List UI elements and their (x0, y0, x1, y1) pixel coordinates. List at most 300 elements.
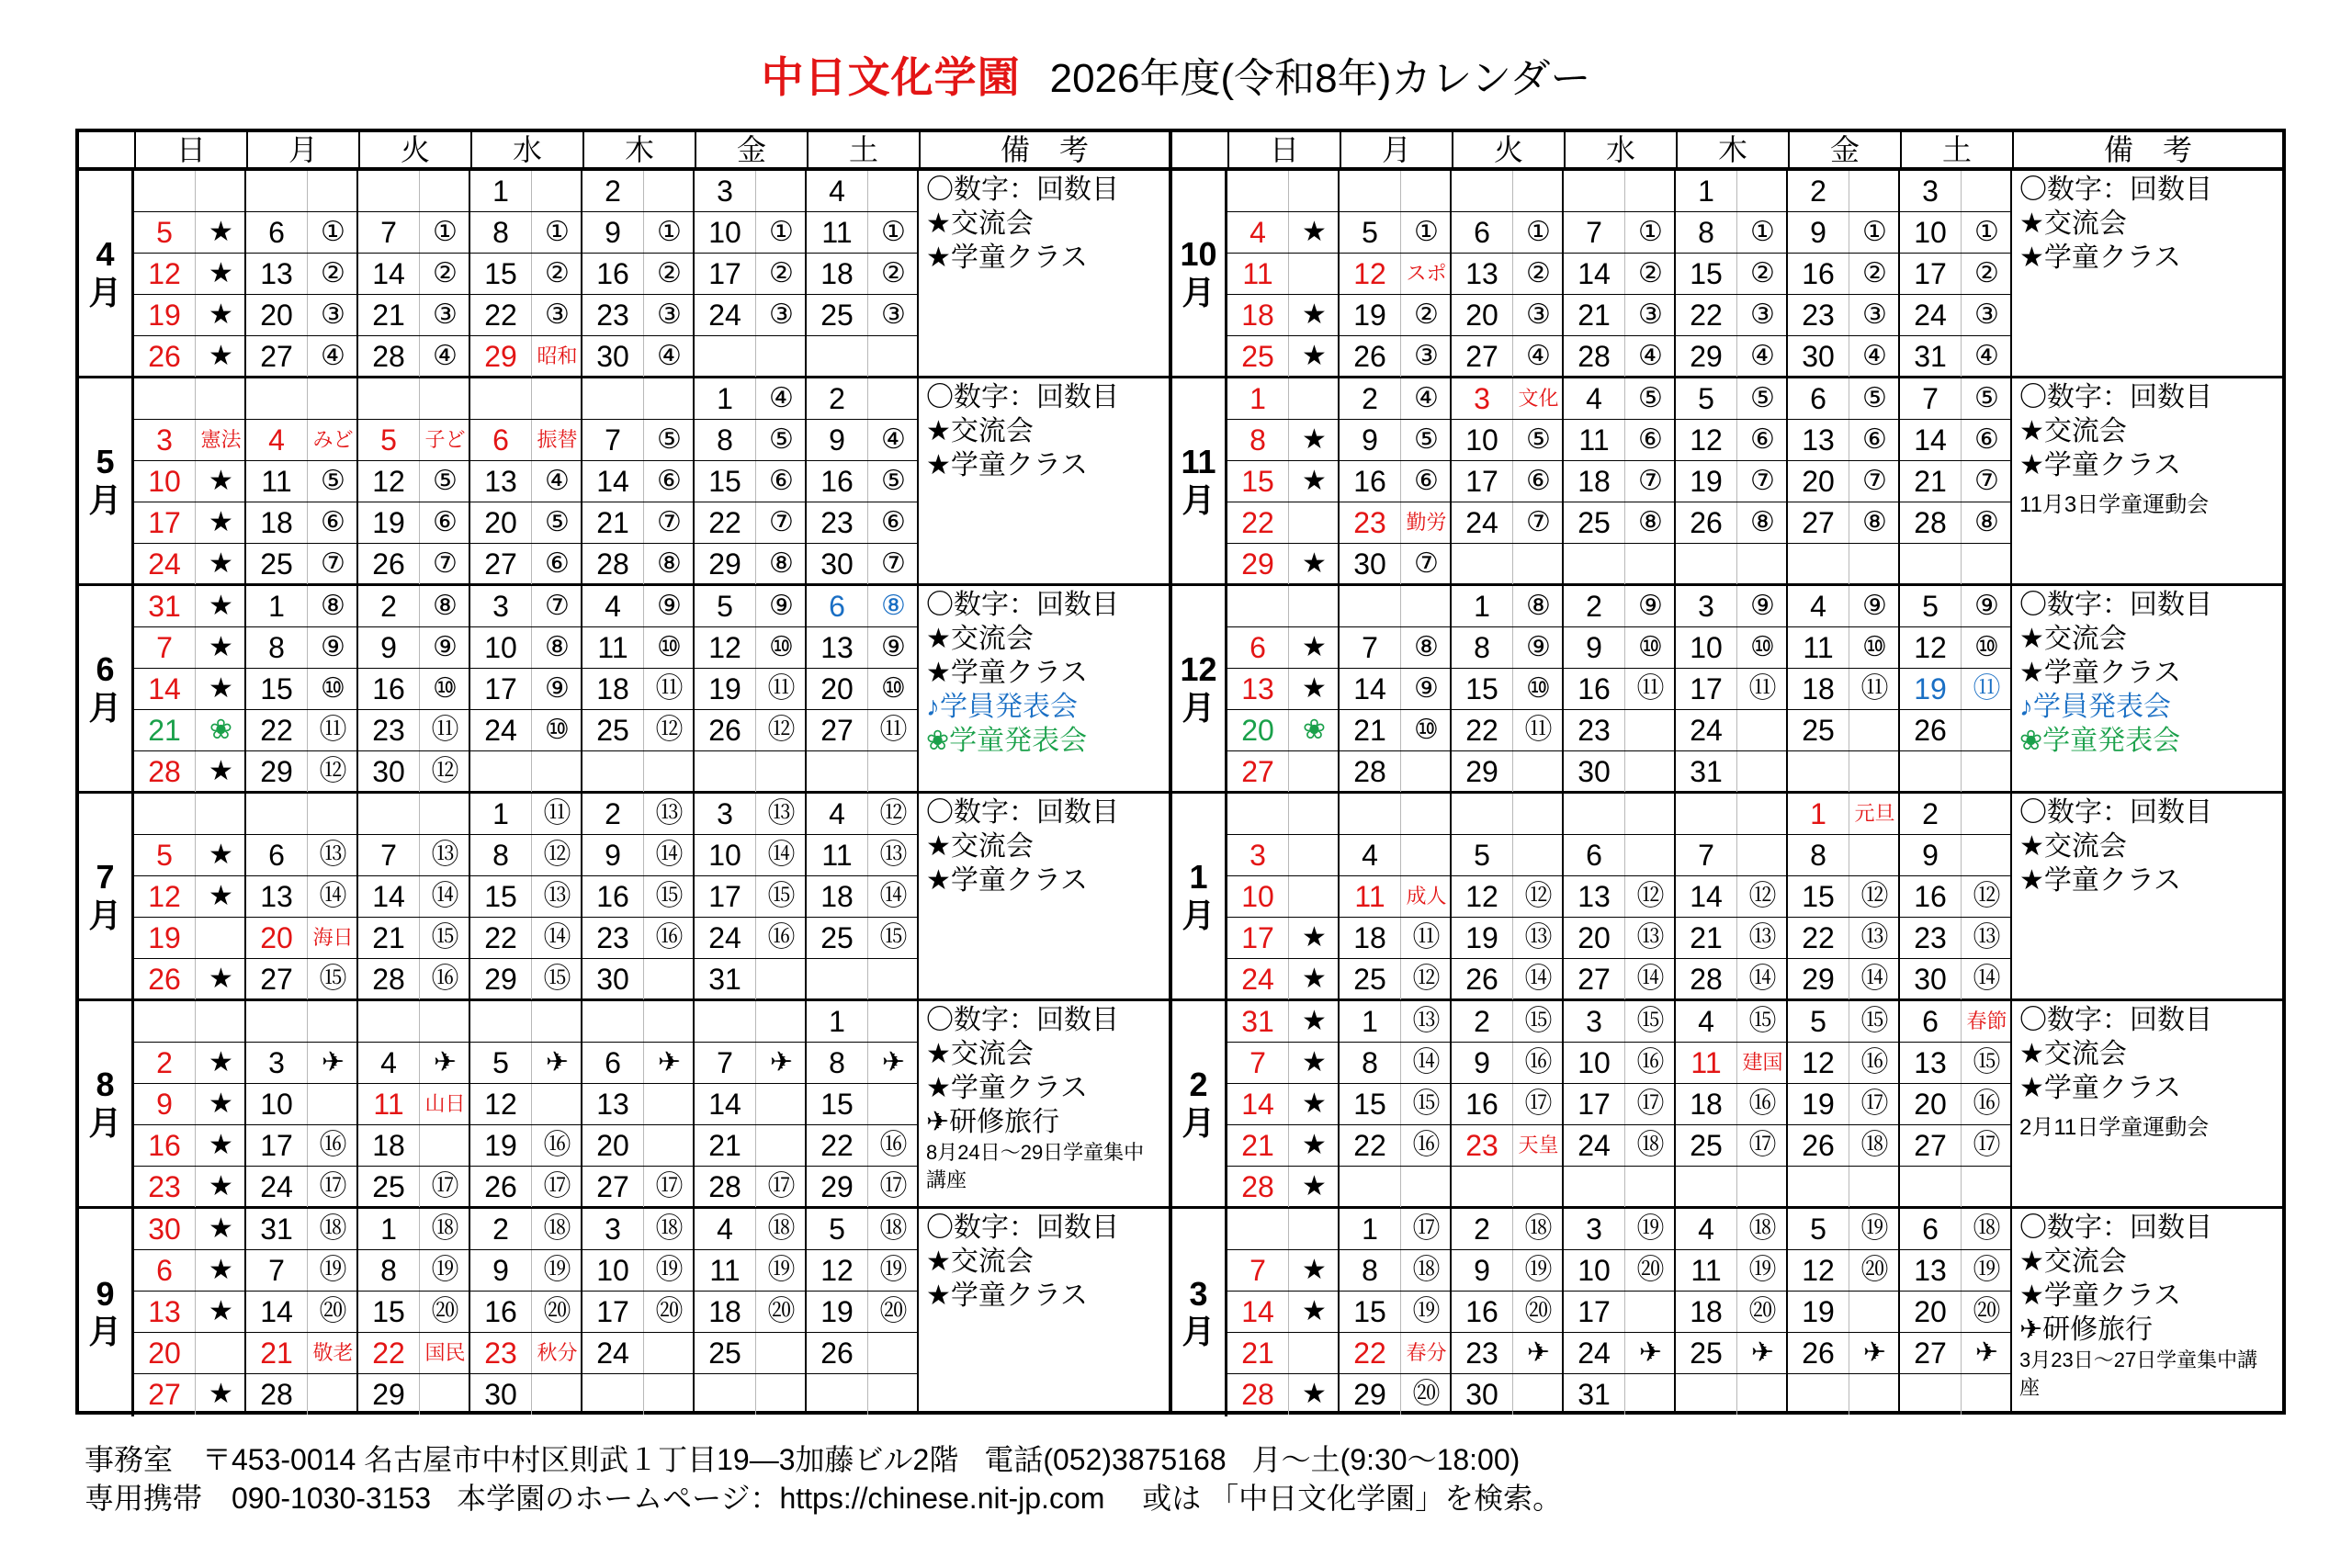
day-cell (1452, 627, 1564, 668)
day-mark: ⑳ (307, 1292, 358, 1332)
day-mark (1736, 710, 1788, 750)
day-number: 12 (1802, 1254, 1835, 1287)
day-cell (470, 502, 582, 543)
day-cell (1564, 378, 1676, 419)
remark-line: 〇数字：回数目 (2019, 1213, 2212, 1243)
day-number: 23 (484, 1337, 517, 1370)
day-mark: ⑫ (531, 835, 582, 875)
day-cell (1900, 627, 2012, 668)
remark-line: 〇数字：回数目 (2019, 1005, 2212, 1035)
day-number (1564, 1167, 1624, 1207)
day-mark: ★ (1288, 461, 1340, 502)
day-number: 2 (1810, 175, 1826, 208)
day-number: 31 (260, 1213, 293, 1246)
day-number: 12 (1914, 631, 1947, 664)
day-mark: ⑩ (1624, 627, 1676, 668)
day-cell (582, 835, 695, 875)
day-cell (807, 586, 919, 626)
day-number: 15 (260, 672, 293, 705)
day-cell (1227, 171, 1340, 211)
day-number: 6 (1250, 631, 1266, 664)
day-cell (246, 751, 358, 792)
day-mark: ⑱ (1849, 1125, 1900, 1166)
day-number: 20 (1577, 921, 1611, 954)
day-mark: ⑮ (419, 918, 470, 958)
day-mark: ★ (195, 959, 246, 999)
day-cell (1900, 1333, 2012, 1373)
day-number (134, 171, 195, 211)
day-cell (470, 254, 582, 294)
day-number (1227, 171, 1288, 211)
day-mark: ⑦ (1961, 461, 2012, 502)
day-cell (134, 1374, 246, 1415)
month-label: 10 月 (1172, 171, 1227, 376)
day-mark: ✈ (1736, 1333, 1788, 1373)
day-cell (1452, 1292, 1564, 1332)
day-mark: ③ (755, 295, 807, 335)
day-number (1452, 544, 1512, 584)
day-cell (1227, 1001, 1340, 1042)
day-number: 12 (708, 631, 741, 664)
day-cell (470, 1125, 582, 1166)
day-cell (1227, 295, 1340, 335)
day-cell (807, 336, 919, 377)
day-cell (1900, 502, 2012, 543)
day-number: 9 (829, 423, 845, 457)
day-number: 19 (1353, 299, 1386, 332)
day-cell (1788, 461, 1900, 502)
day-number: 9 (1474, 1254, 1490, 1287)
day-number: 24 (1241, 963, 1274, 996)
day-mark: ⑯ (1849, 1043, 1900, 1083)
day-cell (134, 1333, 246, 1373)
day-mark: ⑫ (643, 710, 695, 750)
day-cell (1340, 378, 1452, 419)
day-cell (807, 461, 919, 502)
day-mark: ⑬ (1849, 918, 1900, 958)
day-number: 26 (1802, 1337, 1835, 1370)
day-number: 20 (484, 506, 517, 539)
remarks (919, 378, 1169, 583)
day-cell (1452, 295, 1564, 335)
day-cell (134, 336, 246, 377)
day-cell (358, 669, 470, 709)
day-cell (134, 1043, 246, 1083)
remark-line: ★学童クラス (926, 1073, 1088, 1103)
day-mark: ⑲ (1961, 1250, 2012, 1291)
day-mark: ⑭ (1512, 959, 1564, 999)
day-cell (807, 959, 919, 999)
day-mark: ① (643, 212, 695, 253)
day-number: 3 (156, 423, 173, 457)
day-cell (695, 1250, 807, 1291)
week-row (1227, 171, 2012, 212)
day-mark: 振替 (531, 420, 582, 460)
day-number: 26 (1353, 340, 1386, 373)
day-mark (1736, 835, 1788, 875)
day-number (1340, 1167, 1400, 1207)
day-cell (134, 669, 246, 709)
day-number: 10 (596, 1254, 629, 1287)
day-mark: ⑥ (531, 544, 582, 584)
day-number: 1 (268, 590, 285, 623)
day-cell (1788, 1374, 1900, 1415)
day-mark: ⑳ (1849, 1250, 1900, 1291)
day-number: 28 (1914, 506, 1947, 539)
day-cell (582, 1250, 695, 1291)
day-number: 1 (1698, 175, 1714, 208)
day-number: 25 (1577, 506, 1611, 539)
day-mark: ⑱ (867, 1209, 919, 1249)
day-number (1900, 751, 1961, 792)
day-number: 27 (1241, 755, 1274, 788)
day-number: 19 (148, 921, 181, 954)
day-number: 27 (820, 714, 854, 747)
day-number: 11 (1690, 1254, 1722, 1287)
day-mark: ② (1400, 295, 1452, 335)
day-cell (1564, 502, 1676, 543)
day-cell (1564, 1374, 1676, 1415)
school-name: 中日文化学園 (761, 53, 1021, 101)
day-mark (195, 918, 246, 958)
day-number: 10 (148, 465, 181, 498)
day-mark (867, 1001, 919, 1042)
day-cell (1788, 1333, 1900, 1373)
remark-line: ❀学童発表会 (926, 726, 1088, 756)
day-cell (1227, 835, 1340, 875)
week-row (134, 710, 919, 751)
day-mark: ⑩ (307, 669, 358, 709)
day-cell (134, 876, 246, 917)
day-cell (1676, 336, 1788, 377)
day-mark: ⑬ (1624, 918, 1676, 958)
day-cell (1788, 751, 1900, 792)
day-cell (470, 1209, 582, 1249)
remark-line: ★交流会 (926, 1039, 1034, 1069)
day-number: 4 (1698, 1005, 1714, 1038)
day-cell (695, 544, 807, 584)
day-number: 19 (1802, 1088, 1835, 1121)
day-cell (807, 669, 919, 709)
day-cell (358, 1167, 470, 1207)
day-cell (1676, 751, 1788, 792)
week-row (1227, 959, 2012, 1000)
day-number: 12 (1465, 880, 1498, 913)
day-number: 11 (1690, 1046, 1722, 1079)
day-cell (807, 420, 919, 460)
day-mark (1624, 1167, 1676, 1207)
day-mark (531, 1374, 582, 1415)
day-mark (307, 794, 358, 834)
day-cell (1227, 336, 1340, 377)
day-cell (807, 212, 919, 253)
day-number: 11 (821, 839, 853, 872)
day-mark: ⑪ (755, 669, 807, 709)
day-mark: ⑫ (867, 794, 919, 834)
day-number: 24 (260, 1170, 293, 1203)
day-cell (1564, 336, 1676, 377)
day-cell (1452, 336, 1564, 377)
day-cell (1452, 254, 1564, 294)
day-cell (582, 959, 695, 999)
day-cell (1676, 378, 1788, 419)
day-number: 18 (596, 672, 629, 705)
day-cell (246, 1250, 358, 1291)
day-number: 7 (1586, 216, 1602, 249)
day-mark: ⑫ (307, 751, 358, 792)
day-mark: ⑰ (419, 1167, 470, 1207)
week-row (134, 544, 919, 585)
day-cell (246, 1084, 358, 1124)
day-cell (695, 1333, 807, 1373)
day-number: 28 (1353, 755, 1386, 788)
day-mark: ⑫ (1512, 876, 1564, 917)
week-row (134, 212, 919, 254)
day-mark: ⑧ (531, 627, 582, 668)
day-mark: ⑬ (1736, 918, 1788, 958)
day-cell (695, 669, 807, 709)
mobile-phone: 専用携帯 090-1030-3153 (85, 1482, 432, 1515)
day-number: 4 (829, 175, 845, 208)
day-cell (134, 295, 246, 335)
day-cell (1788, 1001, 1900, 1042)
day-cell (246, 876, 358, 917)
week-row (134, 171, 919, 212)
day-mark (195, 1333, 246, 1373)
week-row (134, 751, 919, 793)
day-cell (1788, 918, 1900, 958)
day-mark: ★ (1288, 1125, 1340, 1166)
day-number (1788, 751, 1849, 792)
day-number: 12 (148, 880, 181, 913)
day-number: 21 (1914, 465, 1947, 498)
day-cell (582, 212, 695, 253)
day-number (470, 751, 531, 792)
day-mark (755, 336, 807, 377)
day-number (1788, 1167, 1849, 1207)
day-cell (358, 420, 470, 460)
day-cell (470, 1374, 582, 1415)
day-number: 16 (596, 880, 629, 913)
left-weekday-header (79, 132, 1169, 171)
day-mark (1512, 1374, 1564, 1415)
day-cell (1900, 544, 2012, 584)
day-mark: ⑧ (419, 586, 470, 626)
day-cell (246, 835, 358, 875)
day-number: 18 (820, 257, 854, 290)
day-mark: ⑬ (1400, 1001, 1452, 1042)
day-mark: ★ (195, 1043, 246, 1083)
day-cell (1340, 1250, 1452, 1291)
day-mark: ⑧ (1961, 502, 2012, 543)
day-mark (419, 378, 470, 419)
day-number: 6 (1922, 1213, 1939, 1246)
day-number: 5 (829, 1213, 845, 1246)
day-cell (582, 502, 695, 543)
homepage-info[interactable]: 本学園のホームページ：https://chinese.nit-jp.com 或は 「中日文化学園」を検索。 (457, 1482, 1563, 1515)
week-row (1227, 544, 2012, 585)
day-number: 13 (1465, 257, 1498, 290)
remark-line: ♪学員発表会 (926, 692, 1078, 722)
weekday-header-1: 月 (246, 132, 358, 167)
week-row (1227, 1084, 2012, 1125)
day-number: 4 (1586, 382, 1602, 415)
day-mark: ★ (195, 1250, 246, 1291)
day-number: 22 (1802, 921, 1835, 954)
week-row (134, 1125, 919, 1167)
day-number: 23 (1465, 1337, 1498, 1370)
day-number: 12 (1353, 257, 1386, 290)
day-number: 8 (829, 1046, 845, 1079)
day-number: 22 (820, 1129, 854, 1162)
day-cell (807, 835, 919, 875)
day-mark: ⑧ (1736, 502, 1788, 543)
day-cell (1227, 1292, 1340, 1332)
day-cell (358, 461, 470, 502)
day-mark: ② (1961, 254, 2012, 294)
day-number: 19 (1802, 1295, 1835, 1328)
month-block (79, 378, 1169, 586)
day-mark: ⑮ (1512, 1001, 1564, 1042)
day-mark: ⑲ (419, 1250, 470, 1291)
day-number: 2 (605, 175, 621, 208)
day-cell (1788, 544, 1900, 584)
day-mark (1512, 794, 1564, 834)
day-number (246, 171, 307, 211)
day-number: 12 (1802, 1046, 1835, 1079)
day-number: 4 (1362, 839, 1378, 872)
remark-line: 〇数字：回数目 (926, 1213, 1119, 1243)
remark-line: ✈研修旅行 (2019, 1314, 2154, 1345)
day-number: 1 (492, 175, 509, 208)
weekday-header-5: 金 (695, 132, 807, 167)
week-row (1227, 420, 2012, 461)
day-number: 1 (492, 797, 509, 830)
day-number: 19 (1465, 921, 1498, 954)
day-number: 13 (596, 1088, 629, 1121)
day-number: 10 (1241, 880, 1274, 913)
footer-line-1 (85, 1440, 1562, 1479)
day-cell (1676, 1374, 1788, 1415)
day-mark: ⑩ (1400, 710, 1452, 750)
day-mark: ★ (1288, 669, 1340, 709)
day-mark: ⑮ (531, 959, 582, 999)
day-cell (1452, 751, 1564, 792)
day-cell (582, 1374, 695, 1415)
day-mark: ① (1400, 212, 1452, 253)
remark-line: ★学童クラス (926, 243, 1088, 273)
remark-line: ★学童クラス (2019, 450, 2181, 480)
day-number: 9 (605, 839, 621, 872)
day-mark (419, 1001, 470, 1042)
day-mark: ⑤ (1961, 378, 2012, 419)
day-mark: ⑳ (1512, 1292, 1564, 1332)
day-mark: ★ (1288, 336, 1340, 377)
day-cell (470, 378, 582, 419)
day-number: 23 (820, 506, 854, 539)
week-row (134, 1250, 919, 1292)
day-mark (1624, 710, 1676, 750)
day-cell (1227, 876, 1340, 917)
day-cell (1564, 959, 1676, 999)
day-mark: ⑮ (1624, 1001, 1676, 1042)
day-mark: ⑯ (531, 1125, 582, 1166)
day-cell (246, 710, 358, 750)
day-cell (695, 171, 807, 211)
day-number: 20 (1914, 1088, 1947, 1121)
day-cell (246, 1043, 358, 1083)
day-number: 26 (1465, 963, 1498, 996)
day-mark: ⑥ (1400, 461, 1452, 502)
day-mark: ⑦ (1400, 544, 1452, 584)
day-mark (1961, 751, 2012, 792)
day-mark (1288, 751, 1340, 792)
week-row (1227, 627, 2012, 669)
day-cell (695, 1167, 807, 1207)
month-block (1172, 378, 2286, 586)
day-cell (1340, 1292, 1452, 1332)
day-mark: ⑲ (1736, 1250, 1788, 1291)
day-mark: ★ (195, 1374, 246, 1415)
day-number: 2 (829, 382, 845, 415)
day-cell (1900, 378, 2012, 419)
day-mark: ⑲ (531, 1250, 582, 1291)
day-mark: ⑬ (643, 794, 695, 834)
day-mark (643, 378, 695, 419)
day-cell (470, 1043, 582, 1083)
day-mark: ① (307, 212, 358, 253)
day-mark: ⑪ (643, 669, 695, 709)
office-address: 事務室 〒453-0014 名古屋市中村区則武１丁目19―3加藤ビル2階 (85, 1443, 959, 1476)
day-number: 21 (372, 299, 405, 332)
day-mark: ⑭ (307, 876, 358, 917)
day-number: 23 (596, 921, 629, 954)
day-number: 28 (596, 547, 629, 581)
day-mark (1624, 835, 1676, 875)
day-mark: ⑪ (1849, 669, 1900, 709)
day-cell (695, 212, 807, 253)
week-row (134, 295, 919, 336)
day-cell (695, 295, 807, 335)
month-label: 5 月 (79, 378, 134, 583)
day-number: 17 (1465, 465, 1498, 498)
month-label: 7 月 (79, 794, 134, 998)
day-cell (246, 627, 358, 668)
day-number: 17 (1241, 921, 1274, 954)
day-number: 30 (148, 1213, 181, 1246)
day-cell (1452, 1084, 1564, 1124)
day-mark (867, 959, 919, 999)
day-mark: ⑱ (1736, 1209, 1788, 1249)
day-number (246, 794, 307, 834)
day-mark (307, 1374, 358, 1415)
day-mark: ⑫ (1849, 876, 1900, 917)
day-number: 21 (260, 1337, 293, 1370)
day-mark: ⑮ (1736, 1001, 1788, 1042)
day-mark: ⑱ (531, 1209, 582, 1249)
day-mark: ⑱ (419, 1209, 470, 1249)
remark-line: ★交流会 (2019, 831, 2127, 862)
day-cell (1452, 1001, 1564, 1042)
day-mark: ✈ (867, 1043, 919, 1083)
remarks (919, 1209, 1169, 1416)
week-row (134, 959, 919, 1000)
day-number: 27 (1914, 1337, 1947, 1370)
day-number (134, 794, 195, 834)
day-mark: ⑥ (1736, 420, 1788, 460)
day-number: 18 (372, 1129, 405, 1162)
day-number: 20 (260, 921, 293, 954)
